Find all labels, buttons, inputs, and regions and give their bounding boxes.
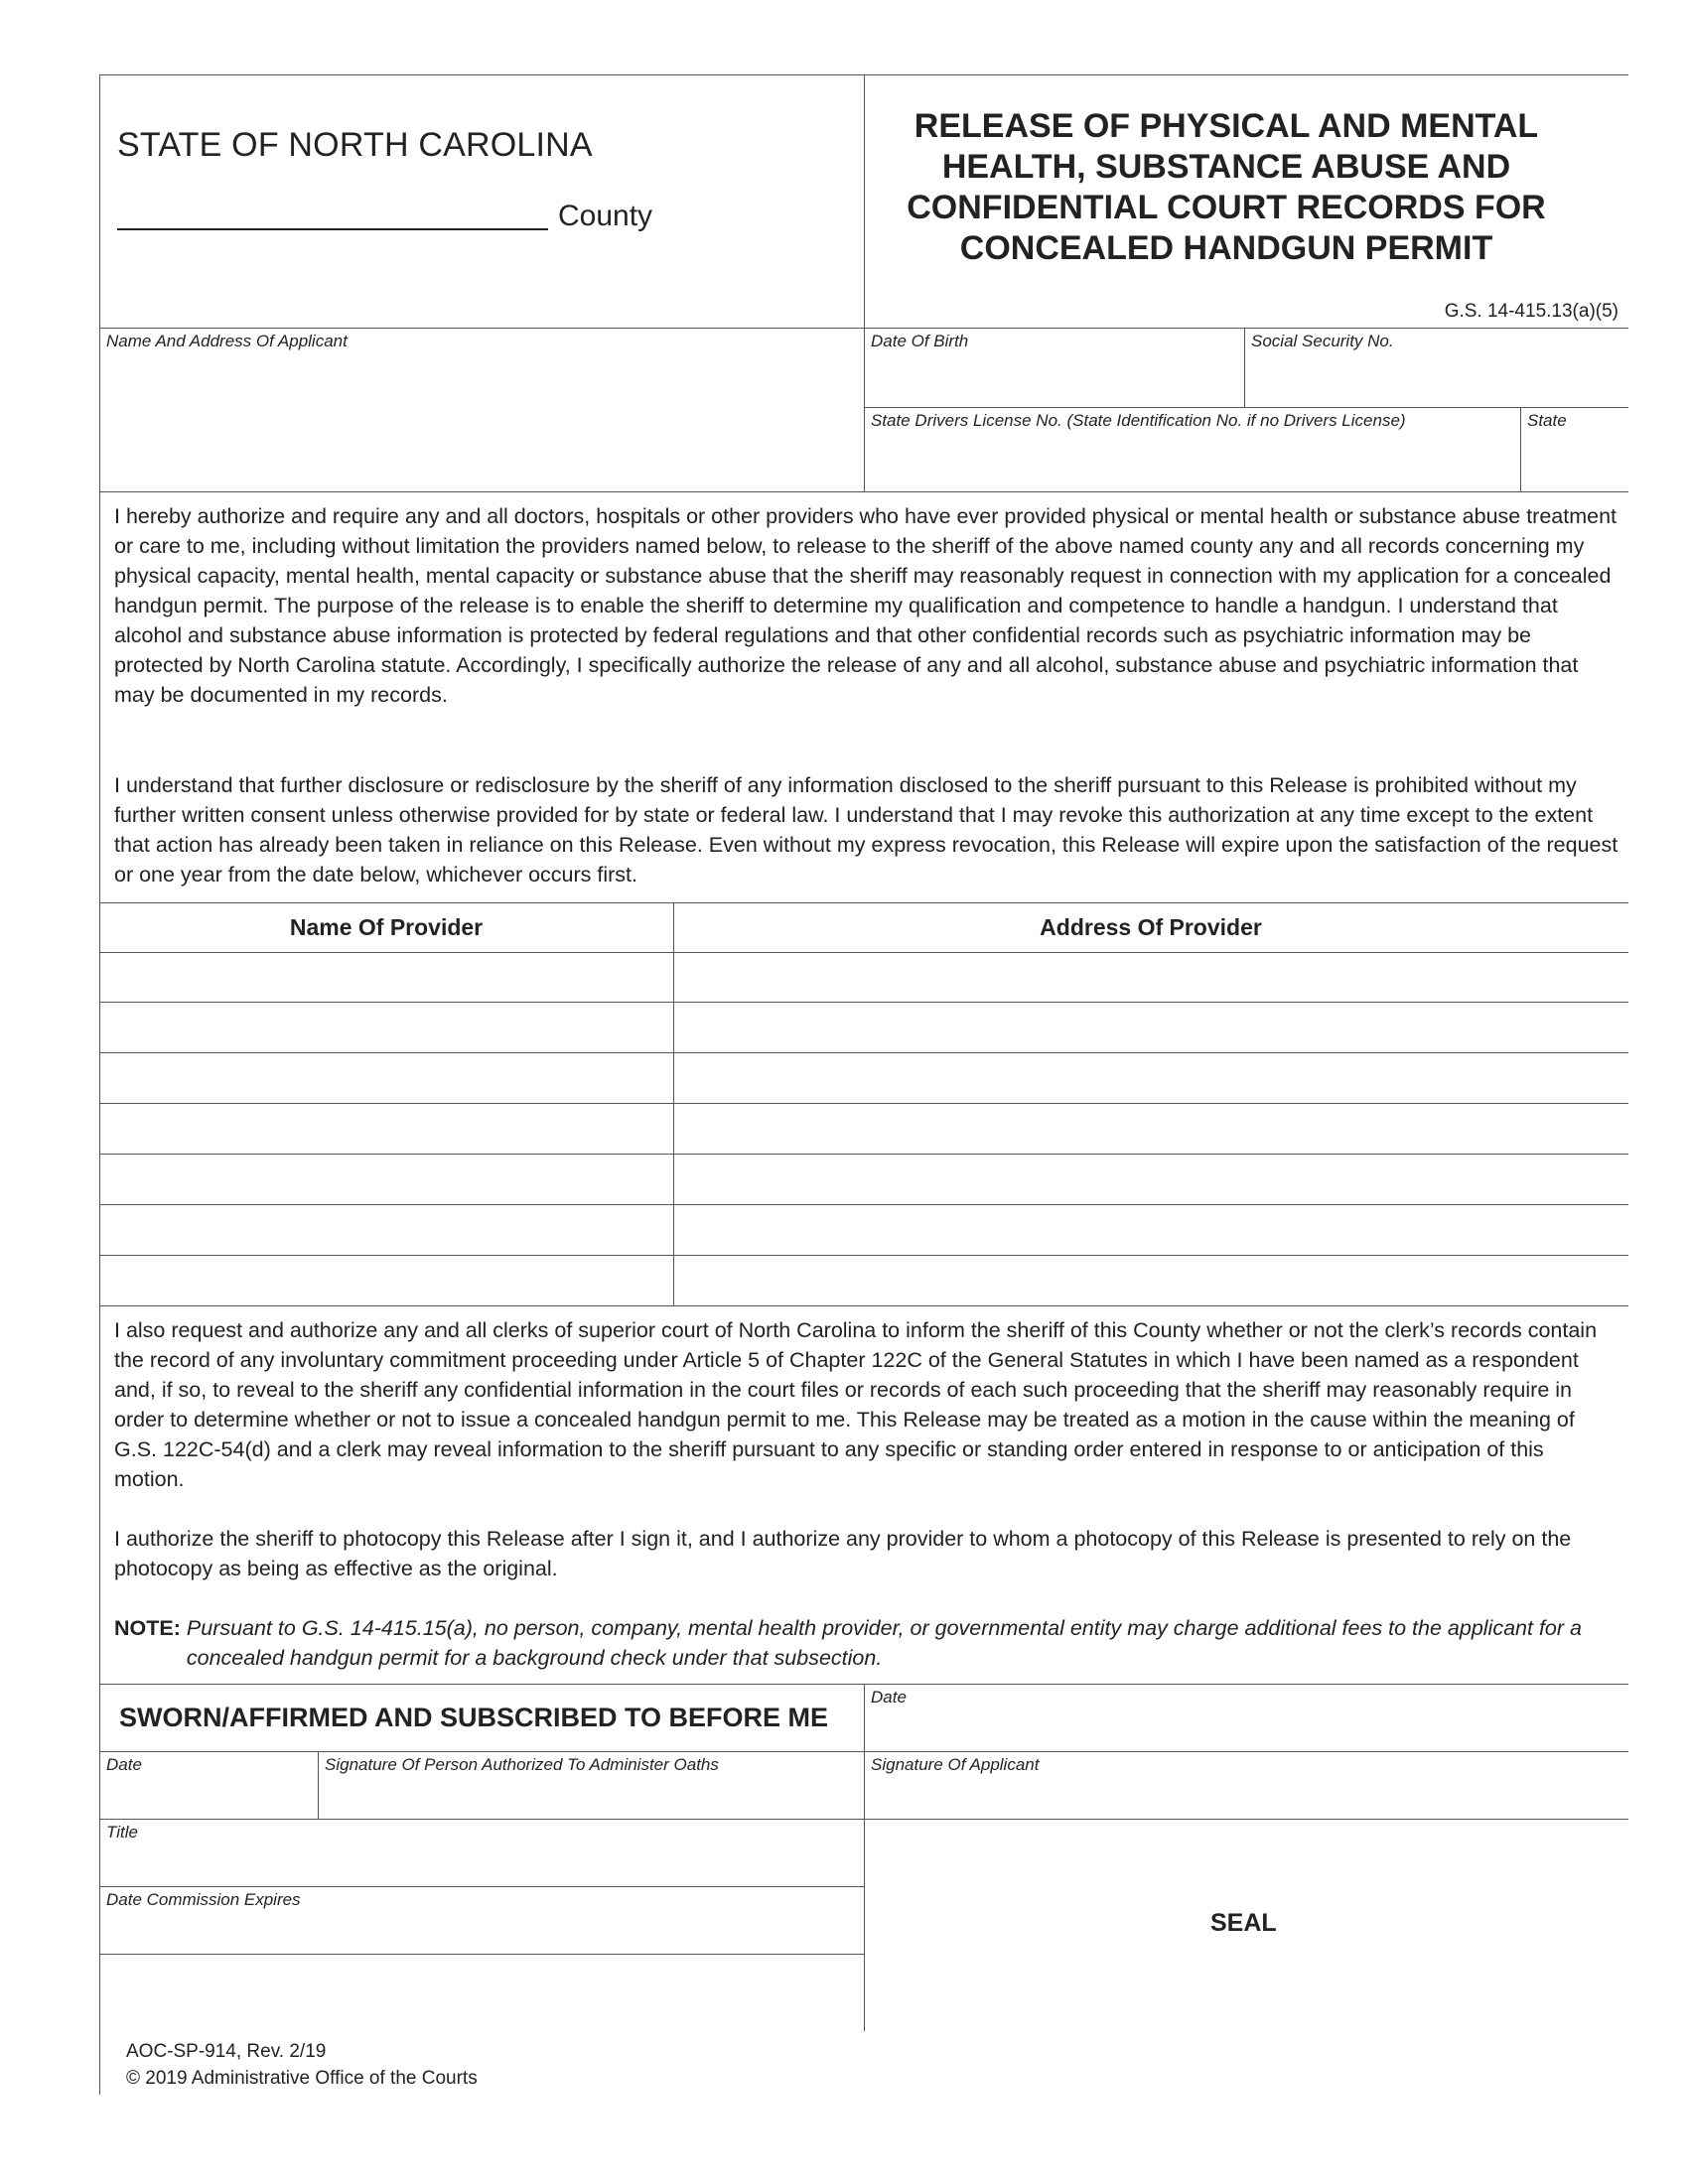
county-blank-line[interactable] <box>117 228 548 230</box>
license-field[interactable] <box>865 407 1520 491</box>
provider-table-top <box>99 902 1628 903</box>
provider-row <box>99 1105 1628 1155</box>
provider-address-cell[interactable] <box>674 1156 1628 1204</box>
form-title: RELEASE OF PHYSICAL AND MENTAL HEALTH, SUBSTANCE ABUSE AND CONFIDENTIAL COURT RECORDS FOR CONCEALED HANDGUN PERMIT <box>907 107 1546 267</box>
photocopy-paragraph: I authorize the sheriff to photocopy this Release after I sign it, and I authorize any provider to whom a photocopy of this Release is presented to rely on the photocopy as being as effective as the original. <box>114 1527 1572 1580</box>
dob-label: Date Of Birth <box>871 332 969 350</box>
copyright: © 2019 Administrative Office of the Courts <box>126 2068 478 2089</box>
oath-date-field[interactable] <box>99 1751 318 1819</box>
provider-row <box>99 1206 1628 1256</box>
provider-name-cell[interactable] <box>99 1105 673 1154</box>
license-label: State Drivers License No. (State Identification No. if no Drivers License) <box>871 411 1406 430</box>
ssn-label: Social Security No. <box>1251 332 1394 350</box>
note-text: Pursuant to G.S. 14-415.15(a), no person, company, mental health provider, or governmental entity may charge additional fees to the applicant for a concealed handgun permit for a background check under that subsection. <box>186 1616 1582 1670</box>
note-label: NOTE: <box>114 1616 181 1640</box>
provider-row <box>99 1004 1628 1053</box>
state-field[interactable] <box>1521 407 1628 491</box>
note-block <box>114 1613 1623 1673</box>
provider-address-cell[interactable] <box>674 1054 1628 1103</box>
oath-signature-label: Signature Of Person Authorized To Administer Oaths <box>325 1755 719 1774</box>
signature-bottom-border <box>99 1954 864 1955</box>
provider-row <box>99 1257 1628 1306</box>
provider-address-cell[interactable] <box>674 1206 1628 1255</box>
oath-signature-field[interactable] <box>319 1751 864 1819</box>
commission-expires-field[interactable] <box>99 1886 864 1954</box>
name-address-field[interactable] <box>99 328 864 491</box>
provider-address-cell[interactable] <box>674 1105 1628 1154</box>
authorization-paragraph-2: I understand that further disclosure or redisclosure by the sheriff of any information disclosed to the sheriff pursuant to this Release is prohibited without my further written consent unless otherwise provided for by state or federal law. I understand that I may revoke this authorization at any time except to the extent that action has already been taken in reliance on this Release. Even without my express revocation, this Release will expire upon the satisfaction of the request or one year from the date below, whichever occurs first. <box>114 773 1618 887</box>
provider-name-cell[interactable] <box>99 1156 673 1204</box>
title-label: Title <box>106 1823 138 1842</box>
provider-row <box>99 953 1628 1003</box>
seal-label: SEAL <box>1210 1909 1277 1937</box>
clerk-authorization-paragraph: I also request and authorize any and all clerks of superior court of North Carolina to inform the sheriff of this County whether or not the clerk’s records contain the record of any involuntary commitment proceeding under Article 5 of Chapter 122C of the General Statutes in which I have been named as a respondent and, if so, to reveal to the sheriff any confidential information in the court files or records of each such proceeding that the sheriff may reasonably require in order to determine whether or not to issue a concealed handgun permit to me. This Release may be treated as a motion in the cause within the meaning of G.S. 122C-54(d) and a clerk may reveal information to the sheriff pursuant to any specific or standing order entered in response to or anticipation of this motion. <box>114 1318 1598 1491</box>
provider-name-header: Name Of Provider <box>289 914 484 940</box>
ssn-field[interactable] <box>1245 328 1628 407</box>
authorization-paragraph-1: I hereby authorize and require any and all doctors, hospitals or other providers who have ever provided physical or mental health or substance abuse treatment or care to me, including without limitation the providers named below, to release to the sheriff of the above named county any and all records concerning my physical capacity, mental health, mental capacity or substance abuse that the sheriff may reasonably request in connection with my application for a concealed handgun permit. The purpose of the release is to enable the sheriff to determine my qualification and competence to handle a handgun. I understand that alcohol and substance abuse information is protected by federal regulations and that other confidential records such as psychiatric information may be protected by North Carolina statute. Accordingly, I specifically authorize the release of any and all alcohol, substance abuse and psychiatric information that may be documented in my records. <box>114 504 1618 707</box>
state-label: State <box>1527 411 1567 430</box>
county-label: County <box>558 200 653 232</box>
form-code: AOC-SP-914, Rev. 2/19 <box>126 2041 327 2062</box>
provider-name-cell[interactable] <box>99 1004 673 1052</box>
state-title: STATE OF NORTH CAROLINA <box>117 126 593 164</box>
applicant-date-field[interactable] <box>865 1684 1628 1751</box>
provider-address-cell[interactable] <box>674 1004 1628 1052</box>
commission-expires-label: Date Commission Expires <box>106 1890 301 1909</box>
applicant-signature-field[interactable] <box>865 1751 1628 1819</box>
provider-address-header: Address Of Provider <box>1040 914 1262 940</box>
applicant-bottom-border <box>99 491 1628 492</box>
provider-row <box>99 1054 1628 1104</box>
applicant-signature-label: Signature Of Applicant <box>871 1755 1040 1774</box>
provider-address-cell[interactable] <box>674 953 1628 1002</box>
provider-row <box>99 1156 1628 1205</box>
dob-field[interactable] <box>865 328 1244 407</box>
provider-name-cell[interactable] <box>99 953 673 1002</box>
provider-name-cell[interactable] <box>99 1257 673 1305</box>
sworn-title: SWORN/AFFIRMED AND SUBSCRIBED TO BEFORE ME <box>119 1703 829 1732</box>
title-field[interactable] <box>99 1819 864 1886</box>
provider-name-cell[interactable] <box>99 1054 673 1103</box>
form-page <box>99 74 1628 2095</box>
statute-reference: G.S. 14-415.13(a)(5) <box>1444 301 1618 322</box>
oath-date-label: Date <box>106 1755 142 1774</box>
applicant-date-label: Date <box>871 1688 907 1706</box>
provider-name-cell[interactable] <box>99 1206 673 1255</box>
provider-address-cell[interactable] <box>674 1257 1628 1305</box>
name-address-label: Name And Address Of Applicant <box>106 332 348 350</box>
